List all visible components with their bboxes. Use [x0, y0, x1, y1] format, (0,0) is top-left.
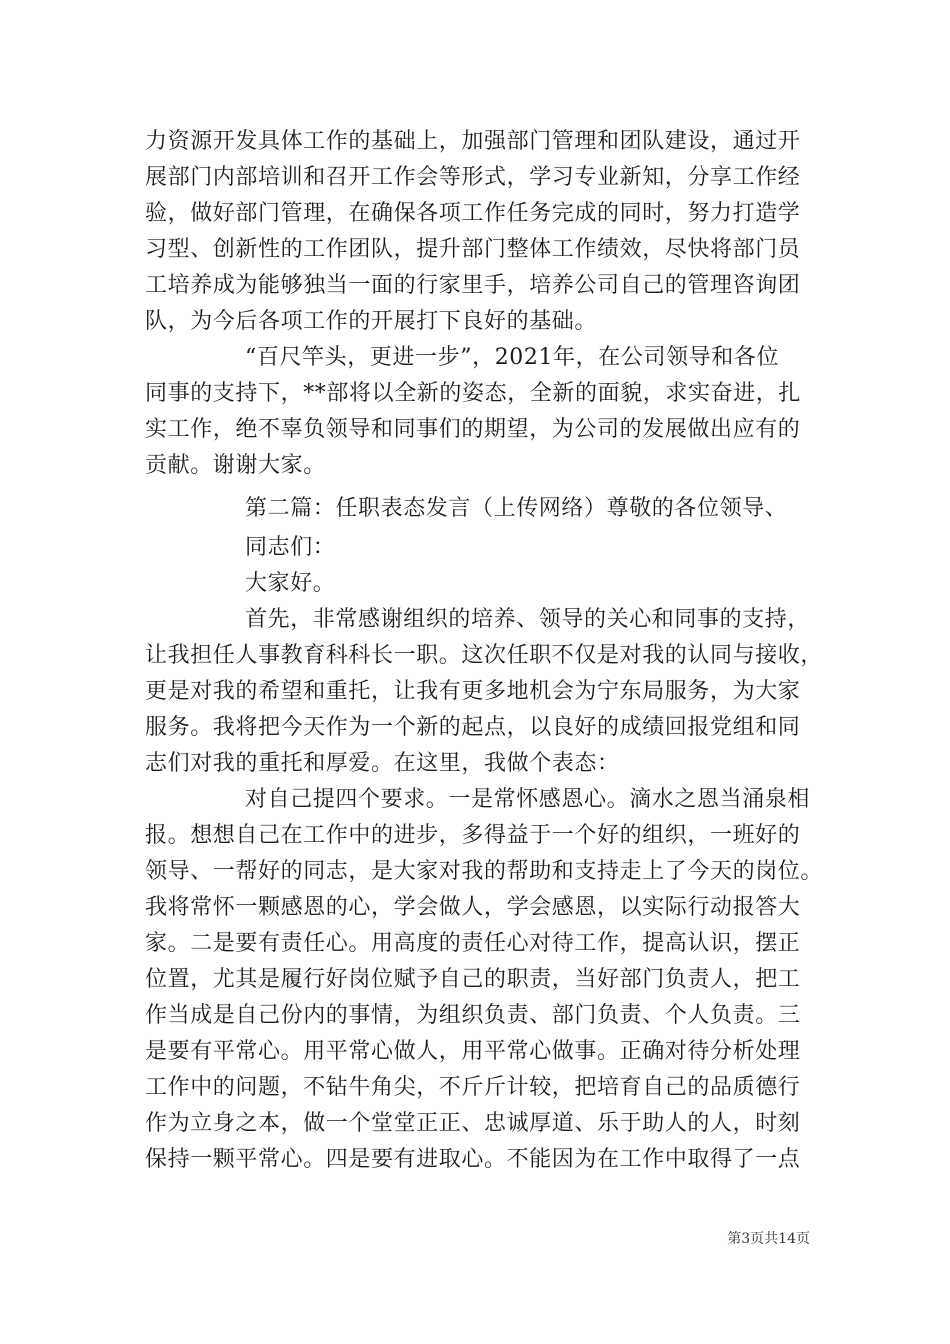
- text-line: 实工作，绝不辜负领导和同事们的期望，为公司的发展做出应有的: [145, 417, 801, 442]
- text-line: 领导、一帮好的同志，是大家对我的帮助和支持走上了今天的岗位。: [145, 859, 824, 884]
- text-line: 报。想想自己在工作中的进步，多得益于一个好的组织，一班好的: [145, 823, 801, 848]
- section-heading: 第二篇：任职表态发言（上传网络）尊敬的各位领导、: [245, 496, 788, 521]
- text-line: 保持一颗平常心。四是要有进取心。不能因为在工作中取得了一点: [145, 1147, 801, 1172]
- text-line: 让我担任人事教育科科长一职。这次任职不仅是对我的认同与接收，: [145, 643, 824, 668]
- text-line: 我将常怀一颗感恩的心，学会做人，学会感恩，以实际行动报答大: [145, 895, 801, 920]
- text-line: 力资源开发具体工作的基础上，加强部门管理和团队建设，通过开: [145, 129, 801, 154]
- paragraph-first-line: 首先，非常感谢组织的培养、领导的关心和同事的支持，: [245, 607, 811, 632]
- text-line: 作为立身之本，做一个堂堂正正、忠诚厚道、乐于助人的人，时刻: [145, 1111, 801, 1136]
- text-line: 贡献。谢谢大家。: [145, 453, 326, 478]
- greeting: 大家好。: [245, 571, 336, 596]
- paragraph-first-line: 对自己提四个要求。一是常怀感恩心。滴水之恩当涌泉相: [245, 787, 811, 812]
- text-line: 服务。我将把今天作为一个新的起点，以良好的成绩回报党组和同: [145, 715, 801, 740]
- text-line: 验，做好部门管理，在确保各项工作任务完成的同时，努力打造学: [145, 201, 801, 226]
- text-line: 工培养成为能够独当一面的行家里手，培养公司自己的管理咨询团: [145, 273, 801, 298]
- text-line: 队，为今后各项工作的开展打下良好的基础。: [145, 309, 598, 334]
- text-line: 家。二是要有责任心。用高度的责任心对待工作，提高认识，摆正: [145, 931, 801, 956]
- text-line: 习型、创新性的工作团队，提升部门整体工作绩效，尽快将部门员: [145, 237, 801, 262]
- text-line: 作当成是自己份内的事情，为组织负责、部门负责、个人负责。三: [145, 1003, 801, 1028]
- text-line: 展部门内部培训和召开工作会等形式，学习专业新知，分享工作经: [145, 165, 801, 190]
- page-number: 第3页共14页: [727, 1231, 810, 1247]
- salutation: 同志们：: [245, 535, 336, 560]
- text-line: 是要有平常心。用平常心做人，用平常心做事。正确对待分析处理: [145, 1039, 801, 1064]
- paragraph-first-line: “百尺竿头，更进一步”，2021年，在公司领导和各位: [245, 345, 780, 370]
- text-line: 同事的支持下，**部将以全新的姿态，全新的面貌，求实奋进，扎: [145, 381, 802, 406]
- text-line: 位置，尤其是履行好岗位赋予自己的职责，当好部门负责人，把工: [145, 967, 801, 992]
- text-line: 志们对我的重托和厚爱。在这里，我做个表态：: [145, 751, 620, 776]
- text-line: 工作中的问题，不钻牛角尖，不斤斤计较，把培育自己的品质德行: [145, 1075, 801, 1100]
- text-line: 更是对我的希望和重托，让我有更多地机会为宁东局服务，为大家: [145, 679, 801, 704]
